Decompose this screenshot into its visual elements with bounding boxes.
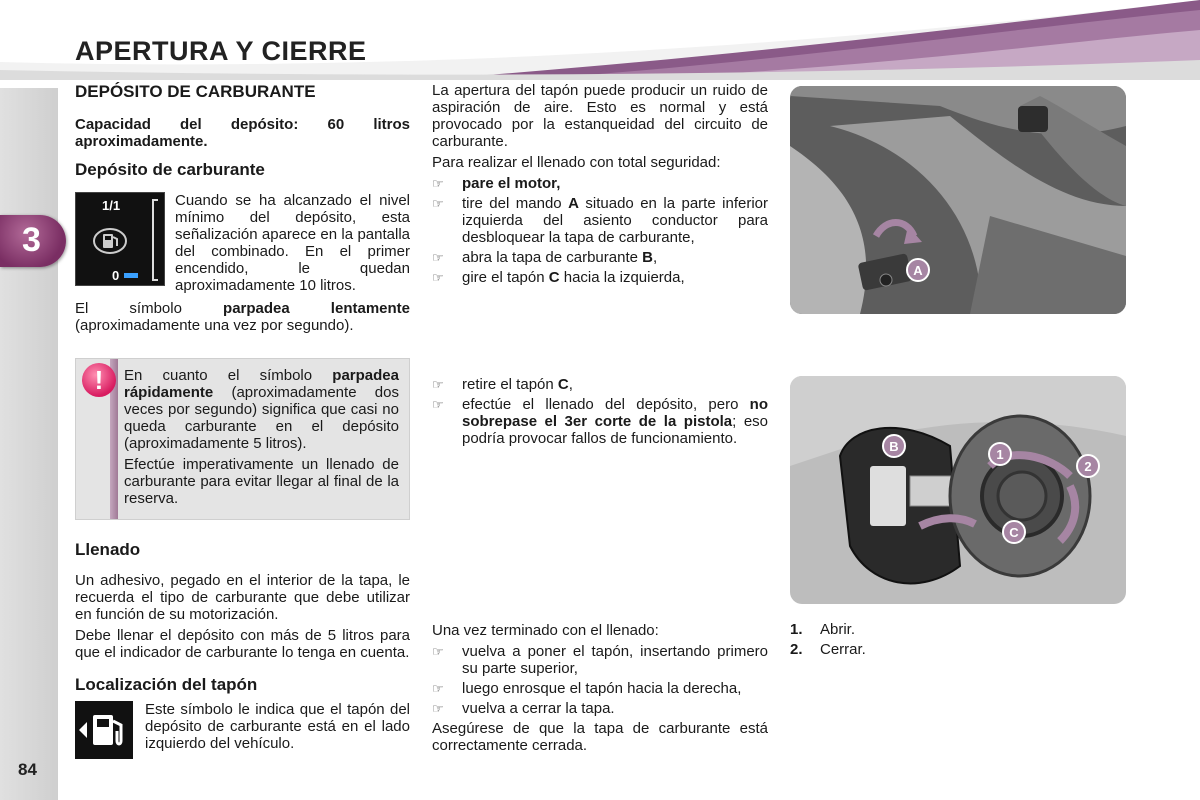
fuel-side-icon xyxy=(75,701,133,759)
fill-text-2: Debe llenar el depósito con más de 5 litros para que el indicador de carburante lo tenga en cuenta. xyxy=(75,627,410,661)
list-item: ☞ pare el motor, xyxy=(432,175,561,192)
left-column xyxy=(75,82,410,759)
capacity-text: Capacidad del depósito: 60 litros aproximadamente. xyxy=(75,116,410,150)
noise-text: La apertura del tapón puede producir un ruido de aspiración de aire. Esto es normal y está provocado por la estanqueidad del circuito de carburante. xyxy=(432,82,768,150)
list-item: ☞ vuelva a cerrar la tapa. xyxy=(432,700,615,717)
middle-column-bottom xyxy=(432,622,768,758)
closing-text: Asegúrese de que la tapa de carburante está correctamente cerrada. xyxy=(432,720,768,754)
svg-text:1: 1 xyxy=(996,447,1004,462)
chapter-number: 3 xyxy=(22,221,41,259)
gauge-description: Cuando se ha alcanzado el nivel mínimo del depósito, esta señalización aparece en la pantalla del combinado. En el primer encendido, le quedan aproximadamente 10 litros. xyxy=(175,192,410,294)
hand-pointer-icon: ☞ xyxy=(432,196,444,211)
figure-legend xyxy=(790,620,866,660)
svg-text:A: A xyxy=(913,263,923,278)
cap-location-text: Este símbolo le indica que el tapón del depósito de carburante está en el lado izquierdo del vehículo. xyxy=(145,701,410,752)
cap-location-block xyxy=(75,701,410,759)
legend-item-open: 1. Abrir. xyxy=(790,621,856,638)
after-fill-intro: Una vez terminado con el llenado: xyxy=(432,622,659,639)
list-item: ☞ gire el tapón C hacia la izquierda, xyxy=(432,269,685,286)
gauge-scale xyxy=(152,199,158,281)
page-number: 84 xyxy=(18,760,37,779)
blink-slow-text: El símbolo parpadea lentamente (aproximadamente una vez por segundo). xyxy=(75,300,410,334)
exclamation-icon: ! xyxy=(82,363,116,397)
safety-intro: Para realizar el llenado con total seguridad: xyxy=(432,154,721,171)
list-item: ☞ abra la tapa de carburante B, xyxy=(432,249,658,266)
gauge-full-label: 1/1 xyxy=(102,198,121,213)
legend-item-close: 2. Cerrar. xyxy=(790,641,866,658)
gauge-empty-label: 0 xyxy=(112,268,120,283)
fill-text-1: Un adhesivo, pegado en el interior de la tapa, le recuerda el tipo de carburante que debe utilizar en función de su motorización. xyxy=(75,572,410,623)
hand-pointer-icon: ☞ xyxy=(432,377,444,392)
fill-heading: Llenado xyxy=(75,540,141,559)
hand-pointer-icon: ☞ xyxy=(432,701,444,716)
fuel-pump-icon xyxy=(92,227,128,255)
list-item: ☞ vuelva a poner el tapón, insertando primero su parte superior, xyxy=(432,643,768,677)
release-lever-photo xyxy=(790,86,1126,314)
hand-pointer-icon: ☞ xyxy=(432,270,444,285)
middle-column-top xyxy=(432,82,768,289)
hand-pointer-icon: ☞ xyxy=(432,644,444,659)
fuel-gauge-display xyxy=(75,192,165,286)
cap-location-heading: Localización del tapón xyxy=(75,675,258,694)
hand-pointer-icon: ☞ xyxy=(432,397,444,412)
deposit-heading: Depósito de carburante xyxy=(75,160,265,179)
list-item: ☞ tire del mando A situado en la parte inferior izquierda del asiento conductor para desbloquear la tapa de carburante, xyxy=(432,195,768,246)
hand-pointer-icon: ☞ xyxy=(432,250,444,265)
list-item: ☞ efectúe el llenado del depósito, pero no sobrepase el 3er corte de la pistola; eso podría provocar fallos de funcionamiento. xyxy=(432,396,768,447)
side-strip xyxy=(0,88,58,800)
warning-text-1: En cuanto el símbolo parpadea rápidamente (aproximadamente dos veces por segundo) significa que casi no queda carburante en el depósito (aproximadamente 5 litros). xyxy=(124,367,399,452)
warning-text-2: Efectúe imperativamente un llenado de carburante para evitar llegar al final de la reserva. xyxy=(124,456,399,507)
svg-text:2: 2 xyxy=(1084,459,1092,474)
section-heading: DEPÓSITO DE CARBURANTE xyxy=(75,82,316,101)
gauge-block xyxy=(75,192,410,298)
warning-box xyxy=(75,358,410,520)
gauge-level-bar xyxy=(124,273,138,278)
middle-column-mid xyxy=(432,376,768,450)
svg-text:B: B xyxy=(889,439,899,454)
list-item: ☞ retire el tapón C, xyxy=(432,376,573,393)
fuel-flap-photo xyxy=(790,376,1126,604)
hand-pointer-icon: ☞ xyxy=(432,176,444,191)
list-item: ☞ luego enrosque el tapón hacia la derecha, xyxy=(432,680,742,697)
chapter-tab xyxy=(0,215,66,267)
page-title: APERTURA Y CIERRE xyxy=(75,36,367,66)
hand-pointer-icon: ☞ xyxy=(432,681,444,696)
svg-text:C: C xyxy=(1009,525,1019,540)
